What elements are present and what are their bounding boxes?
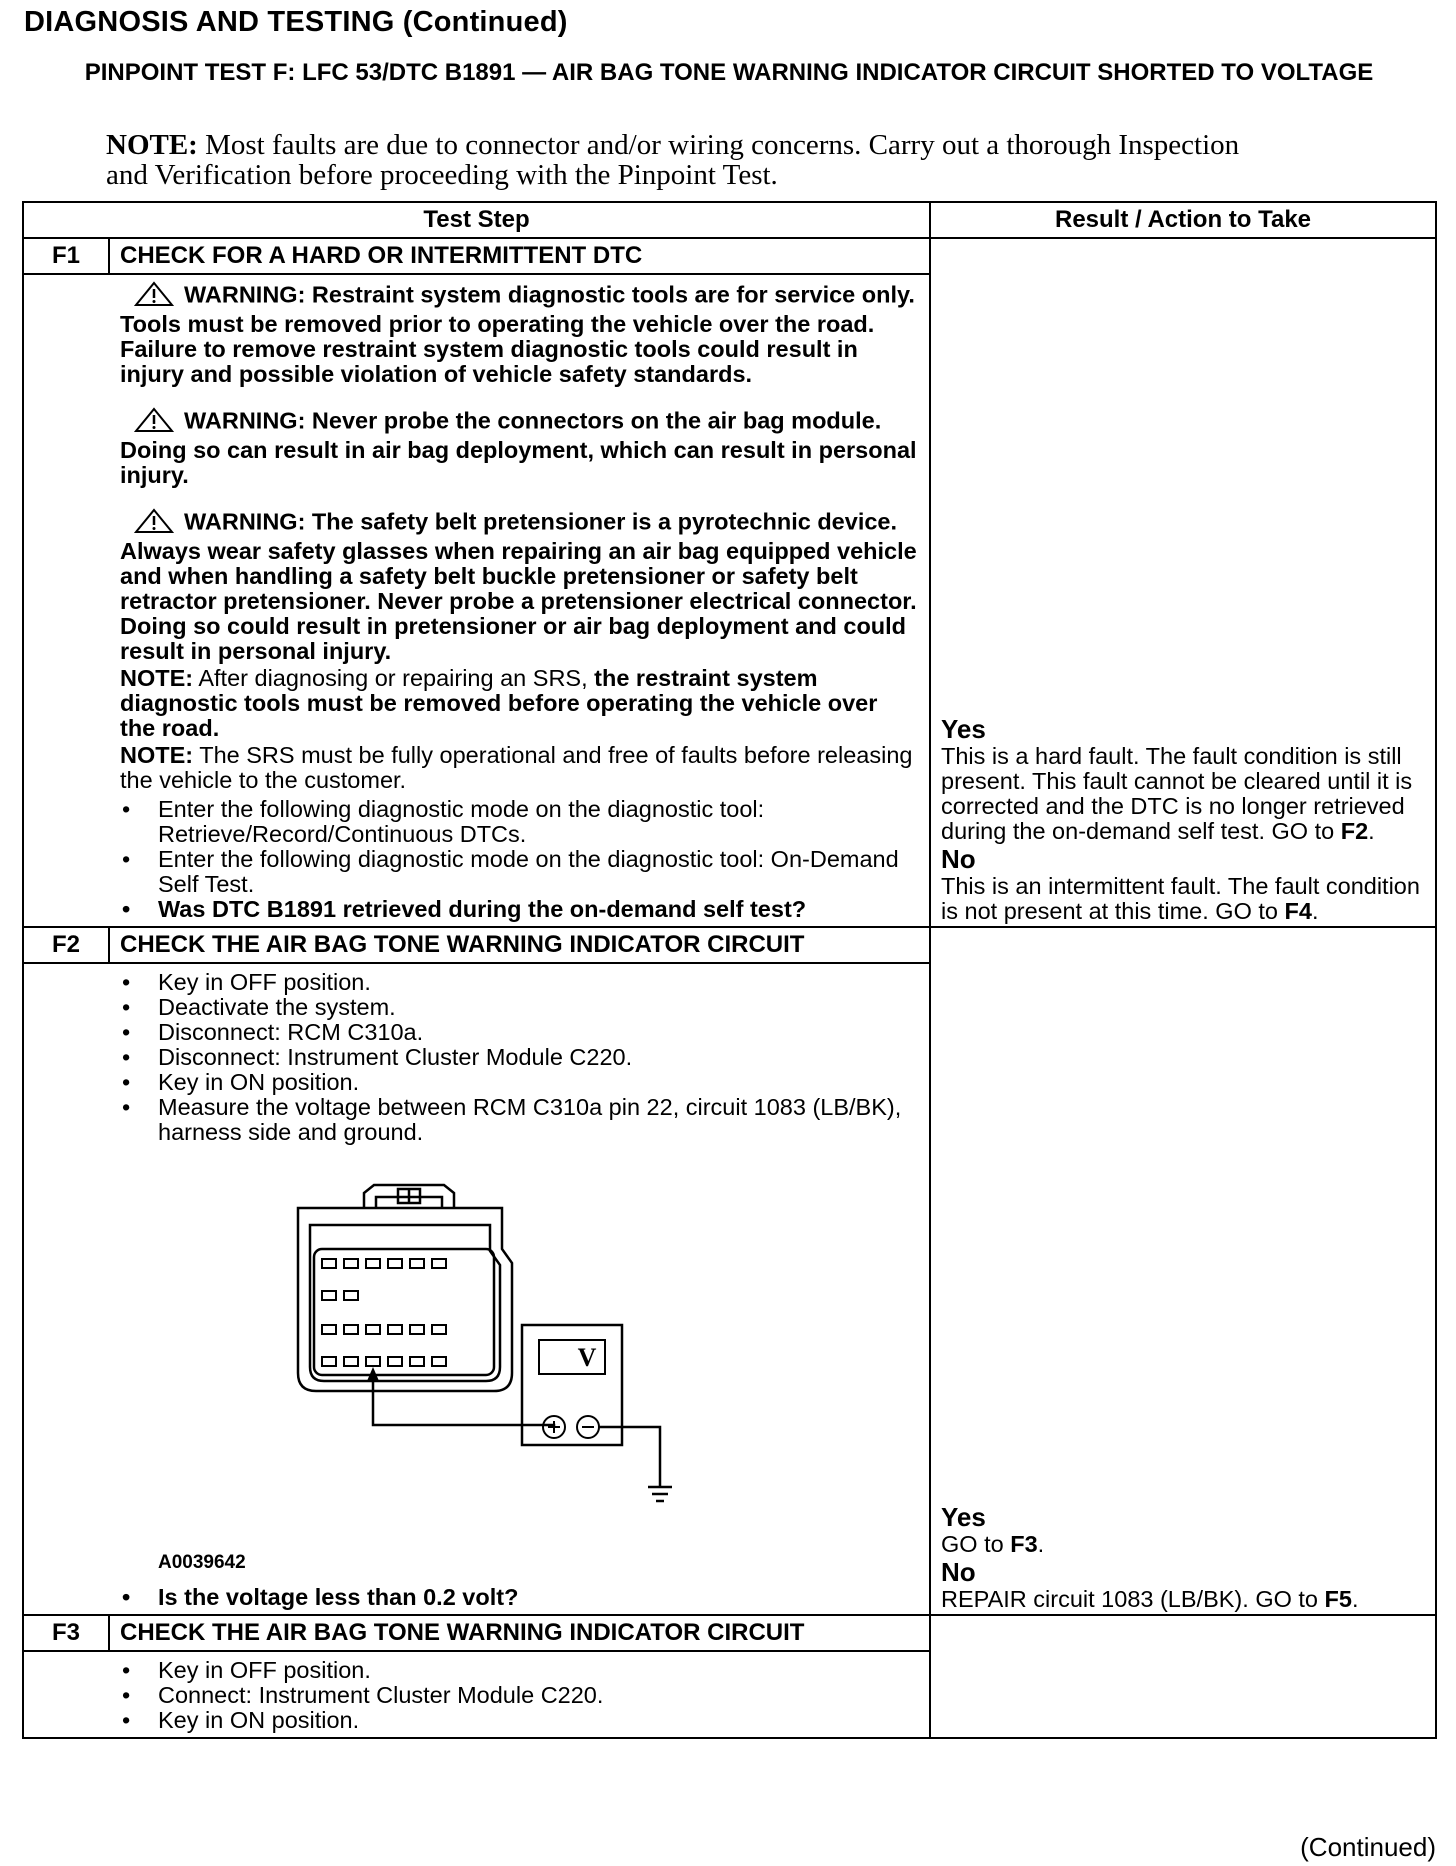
- warning-block: [120, 281, 919, 387]
- intro-note-label: NOTE:: [106, 129, 198, 161]
- step-id: F3: [23, 1615, 109, 1651]
- warning-text: WARNING: The safety belt pretensioner is a pyrotechnic device. Always wear safety glasses when repairing an air bag equipped vehicle and when handling a safety belt buckle pretensioner or safety belt retractor pretensioner. Never probe a pretensioner electrical connector. Doing so could result in pretensioner or air bag deployment and could result in personal injury.: [120, 508, 917, 664]
- step-f2-body: [23, 963, 930, 1615]
- step-question: • Was DTC B1891 retrieved during the on-demand self test?: [120, 897, 919, 922]
- list-item: • Key in OFF position.: [120, 970, 919, 995]
- figure-id: A0039642: [158, 1552, 246, 1573]
- list-item: • Key in ON position.: [120, 1070, 919, 1095]
- list-item: • Measure the voltage between RCM C310a pin 22, circuit 1083 (LB/BK), harness side and ground.: [120, 1095, 919, 1145]
- no-text: REPAIR circuit 1083 (LB/BK). GO to: [941, 1586, 1325, 1612]
- note-label: NOTE:: [120, 742, 194, 768]
- goto-link: F4: [1284, 898, 1312, 924]
- list-item: • Key in ON position.: [120, 1708, 919, 1733]
- result-header: Result / Action to Take: [930, 202, 1436, 238]
- intro-note-text: Most faults are due to connector and/or wiring concerns. Carry out a thorough Inspection and Verification before proceeding with the Pinpoint Test.: [106, 129, 1240, 191]
- connector-pins: [322, 1259, 446, 1366]
- step-list: [120, 970, 919, 1145]
- note-text: The SRS must be fully operational and free of faults before releasing the vehicle to the customer.: [120, 742, 913, 793]
- warning-text: WARNING: Restraint system diagnostic tools are for service only. Tools must be removed prior to operating the vehicle over the road. Failure to remove restraint system diagnostic tools could result in injury and possible violation of vehicle safety standards.: [120, 281, 915, 387]
- step-f3-body: [23, 1651, 930, 1738]
- continued-label: (Continued): [1300, 1832, 1436, 1862]
- goto-link: F5: [1324, 1586, 1352, 1612]
- note-text: After diagnosing or repairing an SRS,: [198, 665, 595, 691]
- page-title: DIAGNOSIS AND TESTING (Continued): [24, 6, 568, 38]
- yes-text: GO to: [941, 1531, 1011, 1557]
- no-text: This is an intermittent fault. The fault condition is not present at this time. GO to: [941, 873, 1420, 924]
- step-title: CHECK THE AIR BAG TONE WARNING INDICATOR CIRCUIT: [109, 1615, 930, 1651]
- ground-symbol-icon: [599, 1427, 672, 1501]
- yes-action: GO to F3.: [941, 1531, 1045, 1557]
- note-label: NOTE:: [120, 665, 194, 691]
- no-label: No: [941, 844, 976, 874]
- list-item: • Key in OFF position.: [120, 1658, 919, 1683]
- step-list: [120, 1585, 919, 1610]
- step-f1-title-row: [23, 238, 1436, 274]
- note-emphasis: the restraint system diagnostic tools must be removed before operating the vehicle over the road.: [120, 665, 878, 741]
- connector-c310a: [298, 1185, 512, 1391]
- goto-link: F3: [1010, 1531, 1038, 1557]
- list-item: • Enter the following diagnostic mode on the diagnostic tool: Retrieve/Record/Continuous DTCs.: [120, 797, 919, 847]
- yes-label: Yes: [941, 714, 986, 744]
- warning-triangle-icon: [134, 407, 174, 438]
- step-f2-title-row: [23, 927, 1436, 963]
- step-list: [120, 797, 919, 922]
- warning-text: WARNING: Never probe the connectors on the air bag module. Doing so can result in air bag deployment, which can result in personal injury.: [120, 407, 917, 488]
- no-action: This is an intermittent fault. The fault condition is not present at this time. GO to F4.: [941, 873, 1420, 924]
- warning-block: [120, 407, 919, 488]
- pinpoint-test-title: PINPOINT TEST F: LFC 53/DTC B1891 — AIR BAG TONE WARNING INDICATOR CIRCUIT SHORTED TO VOLTAGE: [84, 59, 1374, 86]
- note-paragraph: [120, 743, 919, 793]
- step-f1-result: [930, 238, 1436, 927]
- step-title: CHECK THE AIR BAG TONE WARNING INDICATOR CIRCUIT: [109, 927, 930, 963]
- yes-label: Yes: [941, 1502, 986, 1532]
- warning-triangle-icon: [134, 281, 174, 312]
- step-list: [120, 1658, 919, 1733]
- yes-text: This is a hard fault. The fault condition is still present. This fault cannot be cleared until it is corrected and the DTC is no longer retrieved during the on-demand self test. GO to: [941, 743, 1413, 844]
- list-item: • Disconnect: RCM C310a.: [120, 1020, 919, 1045]
- step-f3-title-row: [23, 1615, 1436, 1651]
- yes-action: This is a hard fault. The fault condition is still present. This fault cannot be cleared until it is corrected and the DTC is no longer retrieved during the on-demand self test. GO to F2.: [941, 743, 1413, 844]
- goto-link: F2: [1340, 818, 1369, 844]
- step-question: • Is the voltage less than 0.2 volt?: [120, 1585, 919, 1610]
- list-item: • Disconnect: Instrument Cluster Module C220.: [120, 1045, 919, 1070]
- step-id: F1: [23, 238, 109, 274]
- no-action: REPAIR circuit 1083 (LB/BK). GO to F5.: [941, 1586, 1359, 1612]
- list-item: • Connect: Instrument Cluster Module C220.: [120, 1683, 919, 1708]
- list-item: • Enter the following diagnostic mode on the diagnostic tool: On-Demand Self Test.: [120, 847, 919, 897]
- test-step-header: Test Step: [23, 202, 930, 238]
- step-f1-body: [23, 274, 930, 927]
- intro-note: [106, 130, 1256, 190]
- no-label: No: [941, 1557, 976, 1587]
- connector-diagram: [24, 1145, 844, 1585]
- list-item: • Deactivate the system.: [120, 995, 919, 1020]
- table-header-row: [23, 202, 1436, 238]
- pinpoint-test-table: [22, 201, 1437, 1739]
- step-title: CHECK FOR A HARD OR INTERMITTENT DTC: [109, 238, 930, 274]
- step-id: F2: [23, 927, 109, 963]
- step-f2-result: [930, 927, 1436, 1615]
- warning-block: [120, 508, 919, 664]
- step-f3-result: [930, 1615, 1436, 1738]
- warning-triangle-icon: [134, 508, 174, 539]
- note-paragraph: [120, 666, 919, 741]
- meter-display-symbol: V: [577, 1342, 597, 1372]
- connector-voltage-figure: [24, 1145, 919, 1585]
